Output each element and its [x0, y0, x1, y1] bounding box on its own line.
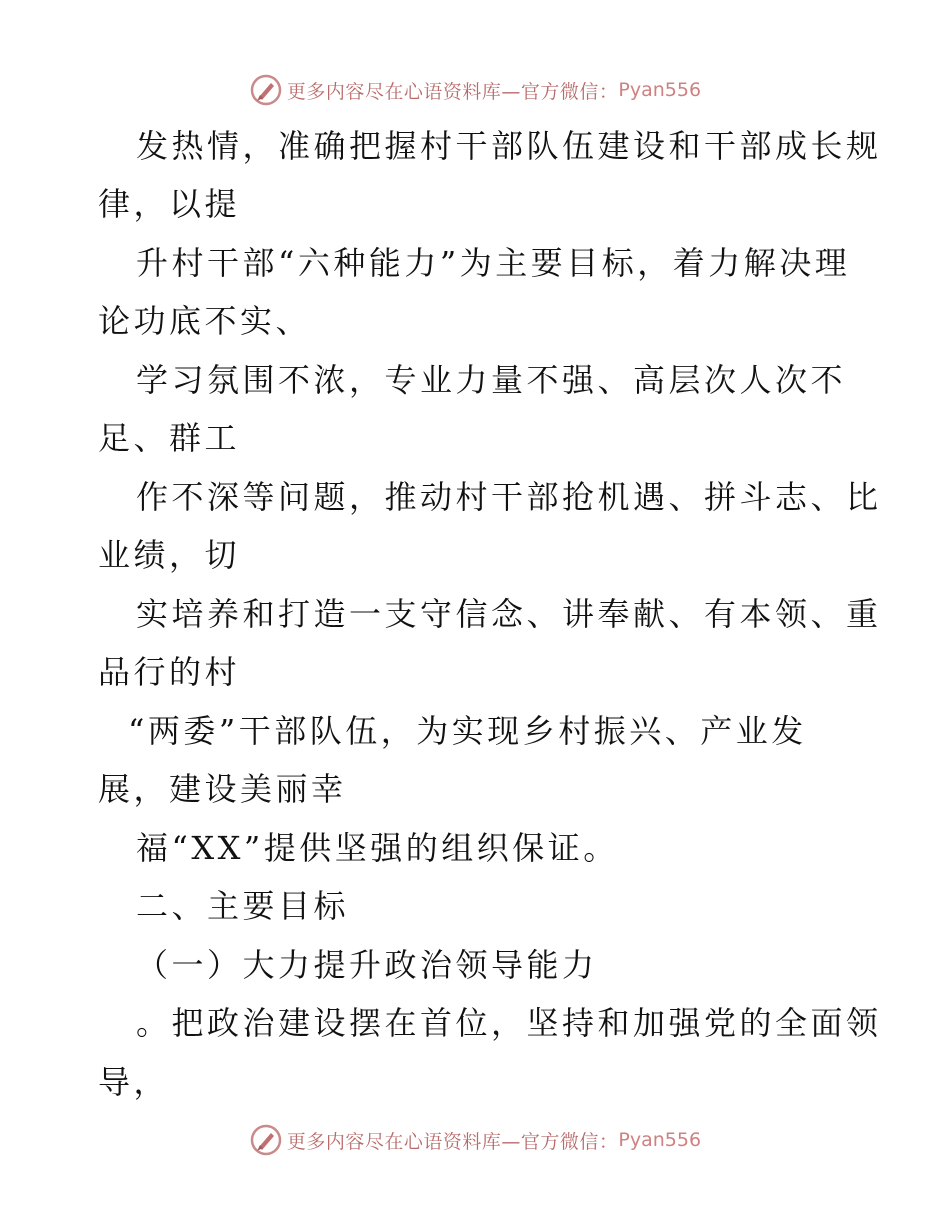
watermark-account: Pyan556 [618, 1129, 702, 1151]
section-heading: 二、主要目标 [136, 887, 350, 925]
text-line: “两委”干部队伍，为实现乡村振兴、产业发 [128, 712, 807, 750]
text-line: 实培养和打造一支守信念、讲奉献、有本领、重 [136, 595, 882, 633]
text-line: 导， [98, 1063, 170, 1101]
text-line: 业绩，切 [98, 536, 241, 574]
footer-watermark [0, 1120, 950, 1160]
header-watermark [0, 70, 950, 110]
watermark-text: 更多内容尽在心语资料库—官方微信： [286, 1130, 619, 1153]
pen-nib-logo-icon [249, 73, 283, 107]
text-line: 。把政治建设摆在首位，坚持和加强党的全面领 [136, 1004, 882, 1042]
pen-nib-logo-icon [249, 1123, 283, 1157]
text-line: 发热情，准确把握村干部队伍建设和干部成长规 [136, 127, 882, 165]
text-line: 福“XX”提供坚强的组织保证。 [136, 829, 619, 867]
text-line: 品行的村 [98, 653, 241, 691]
text-line: 律，以提 [98, 185, 241, 223]
text-line: 作不深等问题，推动村干部抢机遇、拼斗志、比 [136, 478, 882, 516]
text-line: 论功底不实、 [98, 302, 312, 340]
text-line: 学习氛围不浓，专业力量不强、高层次人次不 [136, 361, 847, 399]
text-line: 展，建设美丽幸 [98, 770, 347, 808]
subsection-heading: （一）大力提升政治领导能力 [136, 946, 598, 984]
text-line: 足、群工 [98, 419, 241, 457]
text-line: 升村干部“六种能力”为主要目标，着力解决理 [136, 244, 851, 282]
watermark-account: Pyan556 [618, 79, 702, 101]
watermark-text: 更多内容尽在心语资料库—官方微信： [286, 80, 619, 103]
